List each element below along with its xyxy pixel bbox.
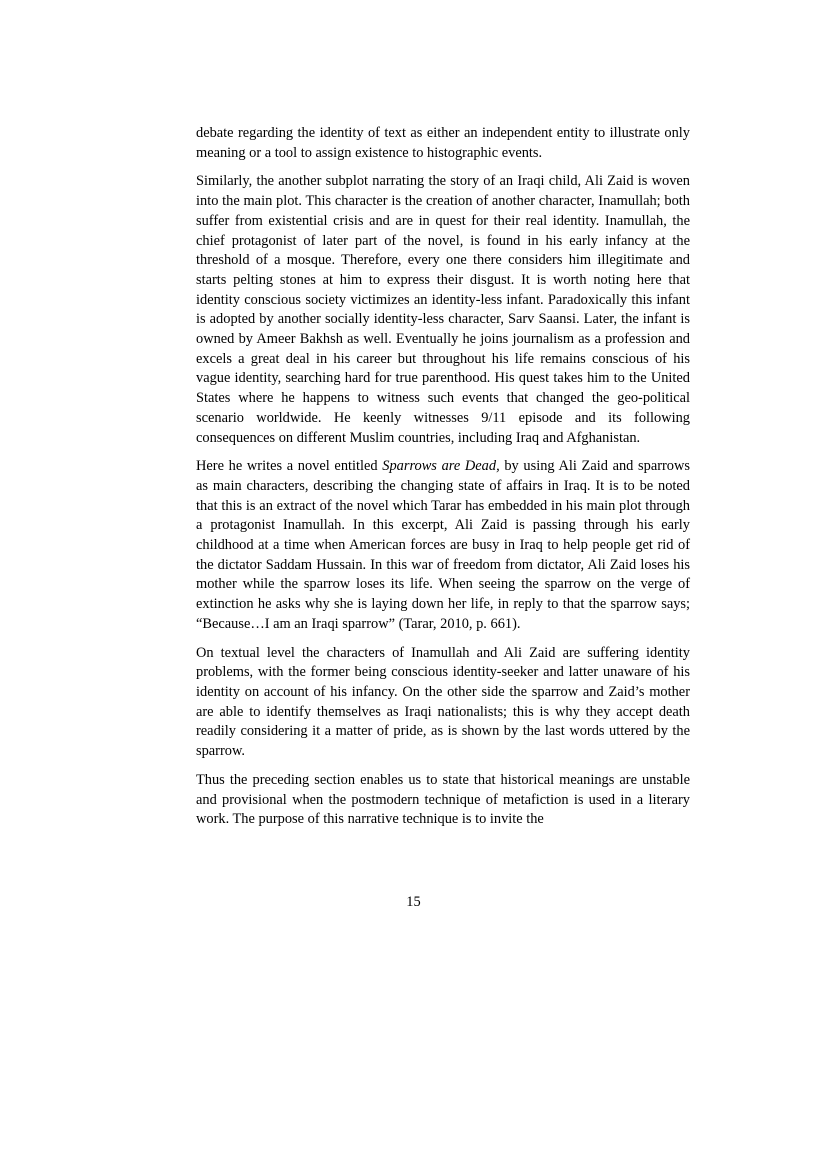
paragraph-2: Similarly, the another subplot narrating the story of an Iraqi child, Ali Zaid is woven into the main plot. This character is the creation of another character, Inamullah; both suffer from existential crisis and are in quest for their real identity. Inamullah, the chief protagonist of later part of the novel, is found in his early infancy at the threshold of a mosque. Therefore, every one there considers him illegitimate and starts pelting stones at him to express their disgust. It is worth noting here that identity conscious society victimizes an identity-less infant. Paradoxically this infant is adopted by another socially identity-less character, Sarv Saansi. Later, the infant is owned by Ameer Bakhsh as well. Eventually he joins journalism as a profession and excels a great deal in his career but throughout his life remains conscious of his vague identity, searching hard for true parenthood. His quest takes him to the United States where he happens to witness such events that changed the geo-political scenario worldwide. He keenly witnesses 9/11 episode and its following consequences on different Muslim countries, including Iraq and Afghanistan. xyxy=(196,173,690,446)
paragraph-4: On textual level the characters of Inamullah and Ali Zaid are suffering identity problems, with the former being conscious identity-seeker and latter unaware of his identity on account of his infancy. On the other side the sparrow and Zaid’s mother are able to identify themselves as Iraqi nationalists; this is why they accept death readily considering it a matter of pride, as is shown by the last words uttered by the sparrow. xyxy=(196,644,690,760)
page-number: 15 xyxy=(406,894,421,910)
paragraph-3 xyxy=(196,457,690,634)
paragraph-3-lead: Here he writes a novel entitled xyxy=(196,458,383,475)
paragraph-1: debate regarding the identity of text as either an independent entity to illustrate only meaning or a tool to assign existence to histographic events. xyxy=(196,125,690,161)
novel-title: Sparrows are Dead, xyxy=(382,458,500,475)
document-page xyxy=(196,124,690,839)
paragraph-3-rest: by using Ali Zaid and sparrows as main characters, describing the changing state of affairs in Iraq. It is to be noted that this is an extract of the novel which Tarar has embedded in his main plot through a protagonist Inamullah. In this excerpt, Ali Zaid is passing through his early childhood at a time when American forces are busy in Iraq to help people get rid of the dictator Saddam Hussain. In this war of freedom from dictator, Ali Zaid loses his mother while the sparrow loses its life. When seeing the sparrow on the verge of extinction he asks why she is laying down her life, in reply to that the sparrow says; “Because…I am an Iraqi sparrow” (Tarar, 2010, p. 661). xyxy=(196,458,690,632)
paragraph-5: Thus the preceding section enables us to state that historical meanings are unstable and provisional when the postmodern technique of metafiction is used in a literary work. The purpose of this narrative technique is to invite the xyxy=(196,771,690,828)
